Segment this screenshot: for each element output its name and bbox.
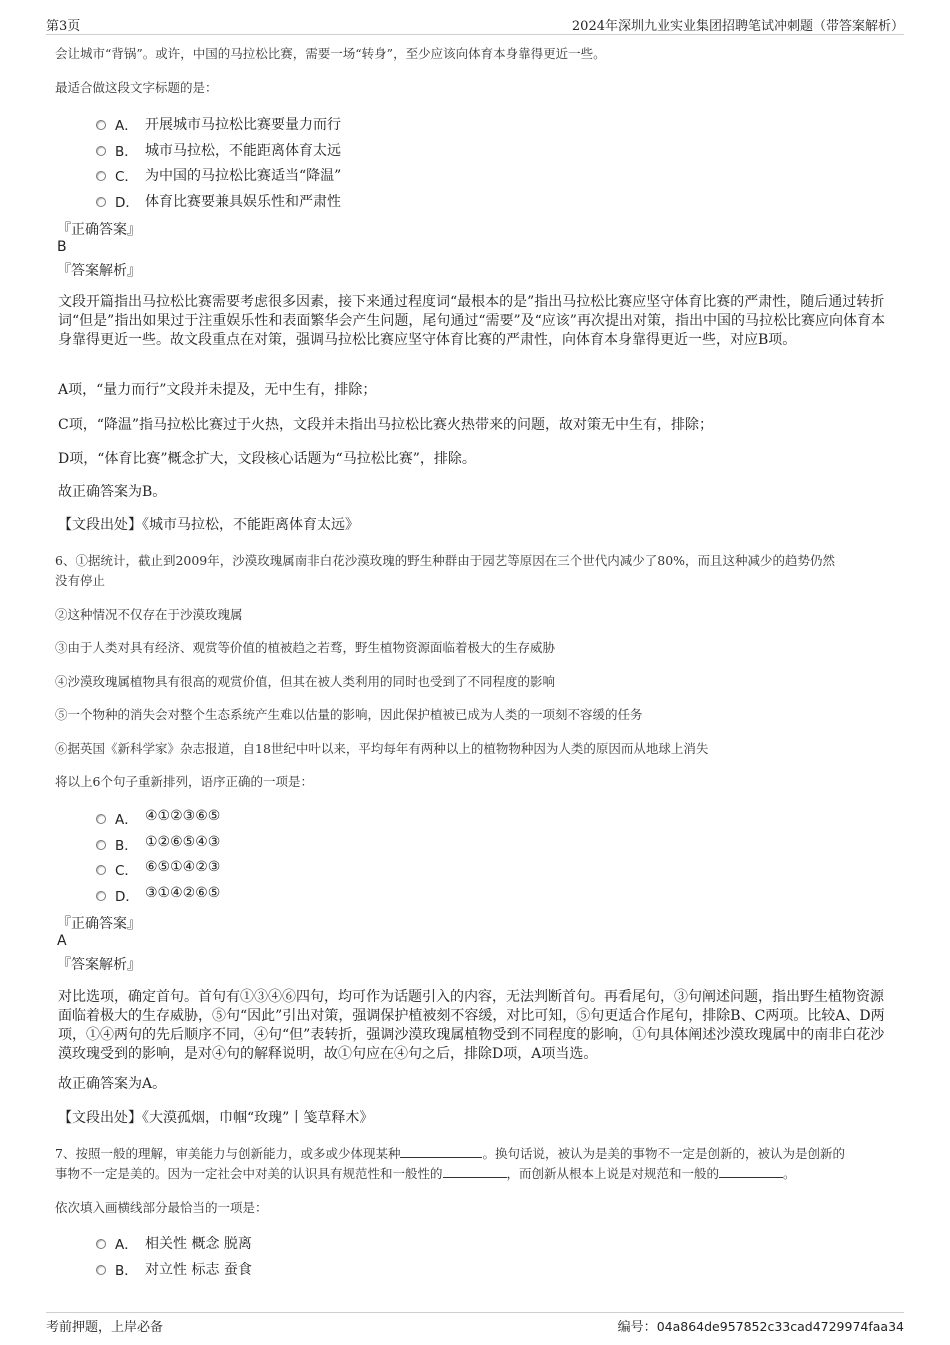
radio-icon[interactable]: [96, 171, 106, 181]
q5-analysis-main: 文段开篇指出马拉松比赛需要考虑很多因素，接下来通过程度词“最根本的是”指出马拉松比赛应坚守体育比赛的严肃性，随后通过转折词“但是”指出如果过于注重娱乐性和表面繁华会产生问题，尾句通过“需要”及“应该”再次提出对策，指出中国的马拉松比赛应向体育本身靠得更近一些。故文段重点在对策，强调马拉松比赛应坚守体育比赛的严肃性，向体育本身靠得更近一些，对应B项。: [58, 294, 885, 348]
q6-sentence-6: ⑥据英国《新科学家》杂志报道，自18世纪中叶以来，平均每年有两种以上的植物物种因为人类的原因而从地球上消失: [55, 741, 709, 756]
footer-slogan: 考前押题，上岸必备: [46, 1320, 164, 1335]
page-number: 第3页: [46, 19, 81, 34]
page-footer: [46, 1312, 904, 1335]
q6-sentence-3: ③由于人类对具有经济、观赏等价值的植被趋之若骛，野生植物资源面临着极大的生存威胁: [55, 640, 556, 655]
q5-analysis-label: 『答案解析』: [57, 263, 141, 279]
radio-icon[interactable]: [96, 120, 106, 130]
q5-conclusion: 故正确答案为B。: [58, 484, 167, 500]
q5-answer-label: 『正确答案』: [57, 222, 141, 238]
fill-blank-1: [400, 1145, 482, 1158]
radio-icon[interactable]: [96, 865, 106, 875]
q5-analysis-d: D项，“体育比赛”概念扩大，文段核心话题为“马拉松比赛”，排除。: [58, 451, 476, 467]
document-code: 编号：04a864de957852c33cad4729974faa34: [617, 1319, 904, 1335]
radio-icon[interactable]: [96, 1239, 106, 1249]
radio-icon[interactable]: [96, 1265, 106, 1275]
radio-icon[interactable]: [96, 814, 106, 824]
q5-stem: 最适合做这段文字标题的是：: [55, 80, 218, 95]
q6-analysis-label: 『答案解析』: [57, 957, 141, 973]
radio-icon[interactable]: [96, 891, 106, 901]
fill-blank-2: [443, 1165, 507, 1178]
q5-passage-tail: 会让城市“背锅”。或许，中国的马拉松比赛，需要一场“转身”，至少应该向体育本身靠得更近一些。: [55, 46, 606, 61]
q6-sentence-2: ②这种情况不仅存在于沙漠玫瑰属: [55, 607, 243, 622]
radio-icon[interactable]: [96, 197, 106, 207]
q6-conclusion: 故正确答案为A。: [58, 1076, 167, 1092]
q5-analysis-c: C项，“降温”指马拉松比赛过于火热，文段并未指出马拉松比赛火热带来的问题，故对策无中生有，排除；: [58, 417, 714, 433]
q6-sentence-4: ④沙漠玫瑰属植物具有很高的观赏价值，但其在被人类利用的同时也受到了不同程度的影响: [55, 674, 556, 689]
q6-intro-line1: 6、①据统计，截止到2009年，沙漠玫瑰属南非白花沙漠玫瑰的野生种群由于园艺等原因在三个世代内减少了80%，而且这种减少的趋势仍然: [55, 553, 836, 568]
q6-answer-label: 『正确答案』: [57, 916, 141, 932]
q6-answer: A: [57, 933, 67, 949]
q7-line2: 事物不一定是美的。因为一定社会中对美的认识具有规范性和一般性的 ，而创新从根本上说是对规范和一般的 。: [55, 1166, 796, 1181]
q6-analysis-main: 对比选项，确定首句。首句有①③④⑥四句，均可作为话题引入的内容，无法判断首句。再看尾句，③句阐述问题，指出野生植物资源面临着极大的生存威胁，⑤句“因此”引出对策，强调保护植被刻不容缓，对比可知，⑤句更适合作尾句，排除B、C两项。比较A、D两项，①④两句的先后顺序不同，④句“但”表转折，强调沙漠玫瑰属植物受到不同程度的影响，①句具体阐述沙漠玫瑰属中的南非白花沙漠玫瑰受到的影响，是对④句的解释说明，故①句应在④句之后，排除D项，A项当选。: [58, 989, 885, 1062]
page-header: [46, 14, 904, 35]
fill-blank-3: [719, 1165, 783, 1178]
radio-icon[interactable]: [96, 146, 106, 156]
document-title: 2024年深圳九业实业集团招聘笔试冲刺题（带答案解析）: [571, 19, 904, 34]
q6-sentence-5: ⑤一个物种的消失会对整个生态系统产生难以估量的影响，因此保护植被已成为人类的一项刻不容缓的任务: [55, 707, 643, 722]
q7-line1: 7、按照一般的理解，审美能力与创新能力，或多或少体现某种 。换句话说，被认为是美的事物不一定是创新的，被认为是创新的: [55, 1146, 845, 1161]
q5-answer: B: [57, 239, 67, 255]
q6-intro-line2: 没有停止: [55, 573, 106, 588]
q6-source: 【文段出处】《大漠孤烟，巾帼“玫瑰”丨笺草释木》: [58, 1110, 374, 1126]
q5-source: 【文段出处】《城市马拉松，不能距离体育太远》: [58, 517, 359, 533]
q7-stem: 依次填入画横线部分最恰当的一项是：: [55, 1200, 268, 1215]
radio-icon[interactable]: [96, 840, 106, 850]
q6-stem: 将以上6个句子重新排列，语序正确的一项是：: [55, 774, 313, 789]
q5-analysis-a: A项，“量力而行”文段并未提及，无中生有，排除；: [58, 382, 377, 398]
